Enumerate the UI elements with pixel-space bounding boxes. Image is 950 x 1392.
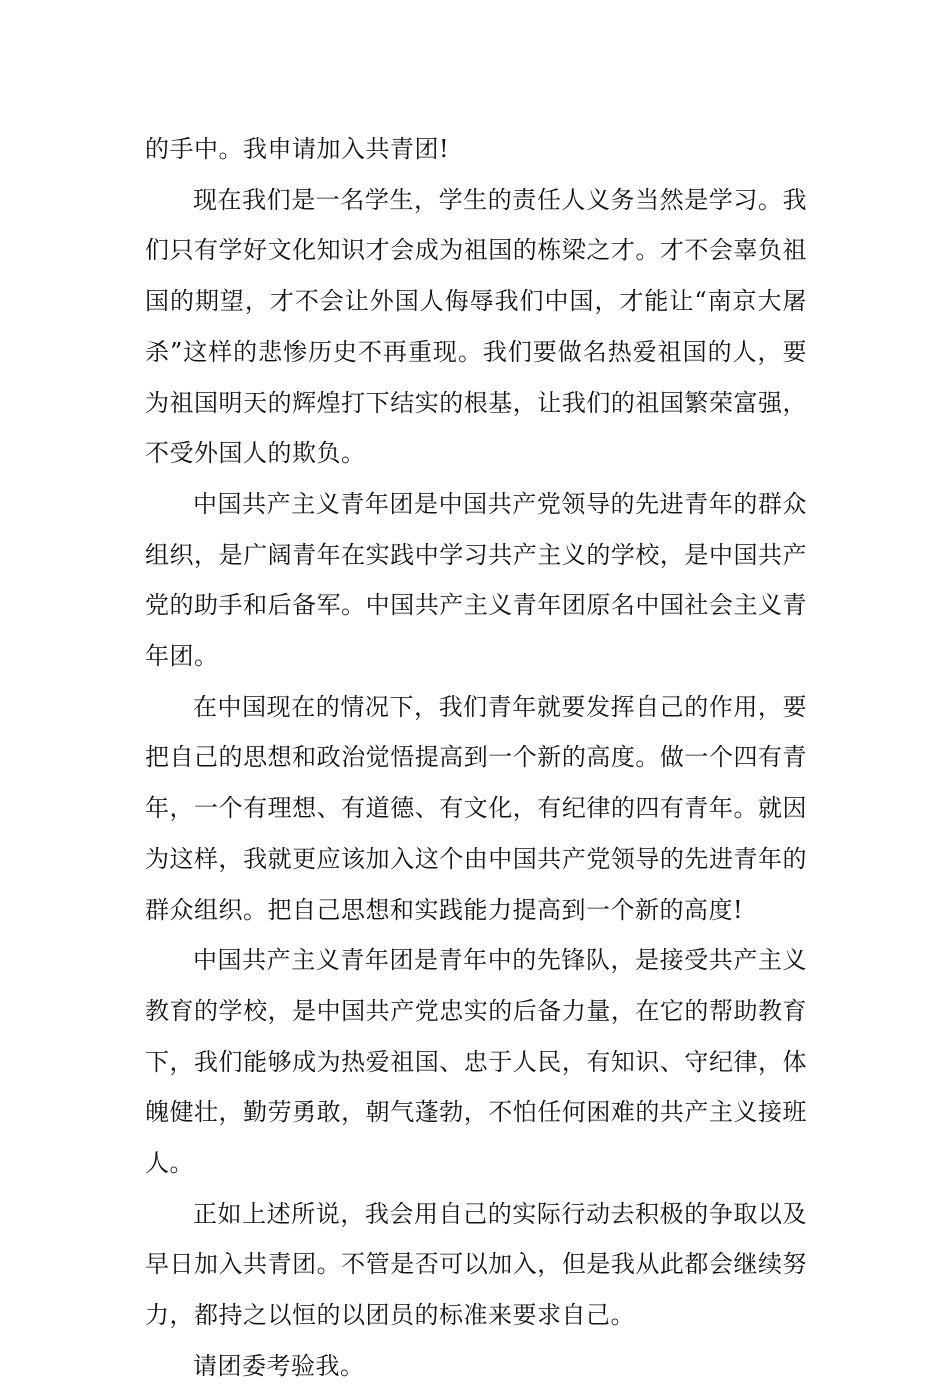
paragraph-youth-role: 在中国现在的情况下，我们青年就要发挥自己的作用，要把自己的思想和政治觉悟提高到一个新的高度。做一个四有青年，一个有理想、有道德、有文化，有纪律的四有青年。就因为这样，我就更应该加入这个由中国共产党领导的先进青年的群众组织。把自己思想和实践能力提高到一个新的高度! xyxy=(145,692,807,924)
document-body xyxy=(145,124,807,1392)
paragraph-league-definition: 中国共产主义青年团是中国共产党领导的先进青年的群众组织，是广阔青年在实践中学习共产主义的学校，是中国共产党的助手和后备军。中国共产主义青年团原名中国社会主义青年团。 xyxy=(145,489,807,671)
paragraph-commitment: 正如上述所说，我会用自己的实际行动去积极的争取以及早日加入共青团。不管是否可以加入，但是我从此都会继续努力，都持之以恒的以团员的标准来要求自己。 xyxy=(145,1199,807,1330)
paragraph-student-duty: 现在我们是一名学生，学生的责任人义务当然是学习。我们只有学好文化知识才会成为祖国的栋梁之才。才不会辜负祖国的期望，才不会让外国人侮辱我们中国，才能让“南京大屠杀”这样的悲惨历史不再重现。我们要做名热爱祖国的人，要为祖国明天的辉煌打下结实的根基，让我们的祖国繁荣富强，不受外国人的欺负。 xyxy=(145,185,807,468)
paragraph-closing: 请团委考验我。 xyxy=(193,1351,365,1380)
paragraph-vanguard: 中国共产主义青年团是青年中的先锋队，是接受共产主义教育的学校，是中国共产党忠实的后备力量，在它的帮助教育下，我们能够成为热爱祖国、忠于人民，有知识、守纪律，体魄健壮，勤劳勇敢，朝气蓬勃，不怕任何困难的共产主义接班人。 xyxy=(145,946,807,1178)
paragraph-continuation: 的手中。我申请加入共青团! xyxy=(145,135,450,163)
